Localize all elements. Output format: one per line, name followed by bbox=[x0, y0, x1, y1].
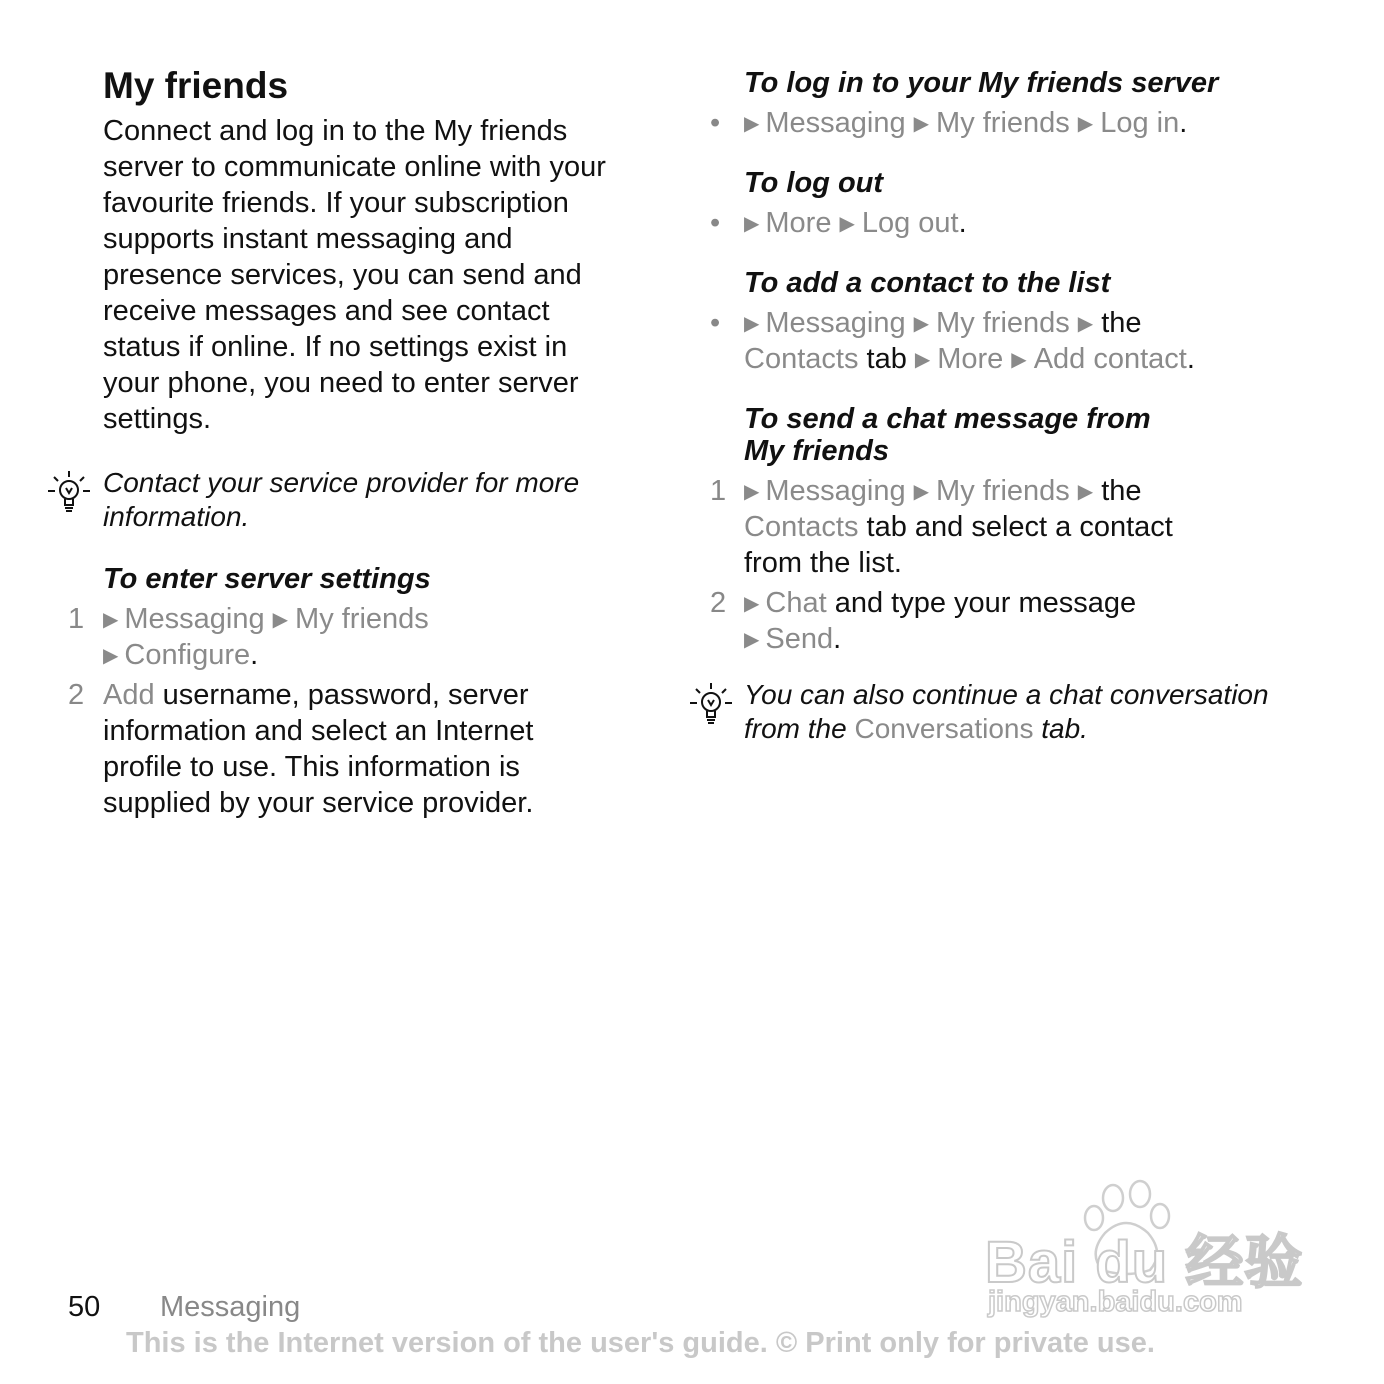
step-2-line: Add username, password, server bbox=[103, 679, 529, 711]
arrow-icon: ▶ bbox=[1077, 113, 1094, 135]
menu-item-more: More bbox=[765, 207, 832, 239]
add-contact-path: Contacts tab ▶ More ▶ Add contact. bbox=[744, 343, 1195, 375]
intro-line: Connect and log in to the My friends bbox=[103, 115, 568, 147]
section-heading-server-settings: To enter server settings bbox=[103, 563, 431, 595]
menu-item-my-friends: My friends bbox=[936, 475, 1070, 507]
menu-item-contacts: Contacts bbox=[744, 511, 859, 543]
lightbulb-icon bbox=[46, 468, 92, 518]
tip-text-line: from the Conversations tab. bbox=[744, 713, 1088, 744]
arrow-icon: ▶ bbox=[914, 349, 931, 371]
arrow-icon: ▶ bbox=[272, 609, 289, 631]
intro-line: server to communicate online with your bbox=[103, 151, 606, 183]
section-heading-send-chat: My friends bbox=[744, 435, 890, 467]
bullet: • bbox=[710, 107, 721, 139]
tip-text-line: Contact your service provider for more bbox=[103, 467, 580, 498]
menu-item-conversations: Conversations bbox=[854, 713, 1034, 744]
page-title: My friends bbox=[103, 65, 289, 106]
step-number: 1 bbox=[68, 603, 85, 635]
bullet: • bbox=[710, 207, 721, 239]
add-contact-path: ▶ Messaging ▶ My friends ▶ the bbox=[744, 307, 1142, 339]
arrow-icon: ▶ bbox=[839, 213, 855, 235]
send-chat-step-2-line: ▶ Chat and type your message bbox=[744, 587, 1137, 619]
send-chat-step-1-line: ▶ Messaging ▶ My friends ▶ the bbox=[744, 475, 1142, 507]
bullet: • bbox=[710, 307, 721, 339]
intro-line: supports instant messaging and bbox=[103, 223, 513, 255]
intro-line: your phone, you need to enter server bbox=[103, 367, 579, 399]
log-out-path: ▶ More ▶ Log out. bbox=[744, 207, 967, 239]
section-heading-log-in: To log in to your My friends server bbox=[744, 67, 1219, 99]
footer-section-name: Messaging bbox=[160, 1291, 301, 1323]
arrow-icon: ▶ bbox=[744, 313, 760, 335]
lightbulb-icon bbox=[688, 680, 734, 730]
section-heading-log-out: To log out bbox=[744, 167, 884, 199]
footer-disclaimer: This is the Internet version of the user's guide. © Print only for private use. bbox=[126, 1327, 1155, 1359]
page-number: 50 bbox=[68, 1291, 101, 1323]
step-2-line: profile to use. This information is bbox=[103, 751, 520, 783]
send-chat-step-2-line: ▶ Send. bbox=[744, 623, 842, 655]
tip-text-line: You can also continue a chat conversation bbox=[744, 679, 1269, 710]
watermark-brand: Bai du 经验 bbox=[985, 1230, 1304, 1295]
arrow-icon: ▶ bbox=[1077, 313, 1094, 335]
step-2-line: information and select an Internet bbox=[103, 715, 534, 747]
menu-item-send: Send bbox=[765, 623, 834, 655]
arrow-icon: ▶ bbox=[744, 113, 760, 135]
menu-item-log-in: Log in bbox=[1100, 107, 1180, 139]
step-number: 1 bbox=[710, 475, 727, 507]
arrow-icon: ▶ bbox=[913, 313, 930, 335]
menu-item-my-friends: My friends bbox=[936, 307, 1070, 339]
menu-item-my-friends: My friends bbox=[295, 603, 429, 635]
menu-item-log-out: Log out bbox=[861, 207, 959, 239]
step-1-line: ▶ Configure. bbox=[103, 639, 259, 671]
arrow-icon: ▶ bbox=[1011, 349, 1027, 371]
arrow-icon: ▶ bbox=[744, 629, 760, 651]
intro-line: settings. bbox=[103, 403, 211, 435]
arrow-icon: ▶ bbox=[913, 113, 930, 135]
arrow-icon: ▶ bbox=[744, 213, 760, 235]
step-1-line bbox=[103, 601, 429, 640]
arrow-icon: ▶ bbox=[744, 481, 760, 503]
step-number: 2 bbox=[710, 587, 727, 619]
send-chat-step-1-line: Contacts tab and select a contact bbox=[744, 511, 1173, 543]
arrow-icon: ▶ bbox=[103, 645, 119, 667]
menu-item-add: Add bbox=[103, 679, 155, 711]
step-number: 2 bbox=[68, 679, 85, 711]
menu-item-add-contact: Add contact bbox=[1033, 343, 1187, 375]
tip-text-line: information. bbox=[103, 501, 250, 532]
arrow-icon: ▶ bbox=[103, 609, 119, 631]
intro-line: presence services, you can send and bbox=[103, 259, 582, 291]
step-2-line: supplied by your service provider. bbox=[103, 787, 534, 819]
menu-item-more: More bbox=[937, 343, 1004, 375]
menu-item-contacts: Contacts bbox=[744, 343, 859, 375]
intro-line: favourite friends. If your subscription bbox=[103, 187, 569, 219]
intro-line: status if online. If no settings exist in bbox=[103, 331, 568, 363]
section-heading-send-chat: To send a chat message from bbox=[744, 403, 1151, 435]
menu-item-configure: Configure bbox=[124, 639, 251, 671]
menu-item-chat: Chat bbox=[765, 587, 827, 619]
watermark-url: jingyan.baidu.com bbox=[988, 1286, 1243, 1318]
menu-item-messaging: Messaging bbox=[765, 475, 906, 507]
log-in-path: ▶ Messaging ▶ My friends ▶ Log in. bbox=[744, 107, 1188, 139]
arrow-icon: ▶ bbox=[1077, 481, 1094, 503]
menu-item-messaging: Messaging bbox=[124, 603, 265, 635]
send-chat-step-1-line: from the list. bbox=[744, 547, 902, 579]
menu-item-my-friends: My friends bbox=[936, 107, 1070, 139]
arrow-icon: ▶ bbox=[913, 481, 930, 503]
arrow-icon: ▶ bbox=[744, 593, 760, 615]
menu-item-messaging: Messaging bbox=[765, 107, 906, 139]
section-heading-add-contact: To add a contact to the list bbox=[744, 267, 1111, 299]
menu-item-messaging: Messaging bbox=[765, 307, 906, 339]
intro-line: receive messages and see contact bbox=[103, 295, 550, 327]
